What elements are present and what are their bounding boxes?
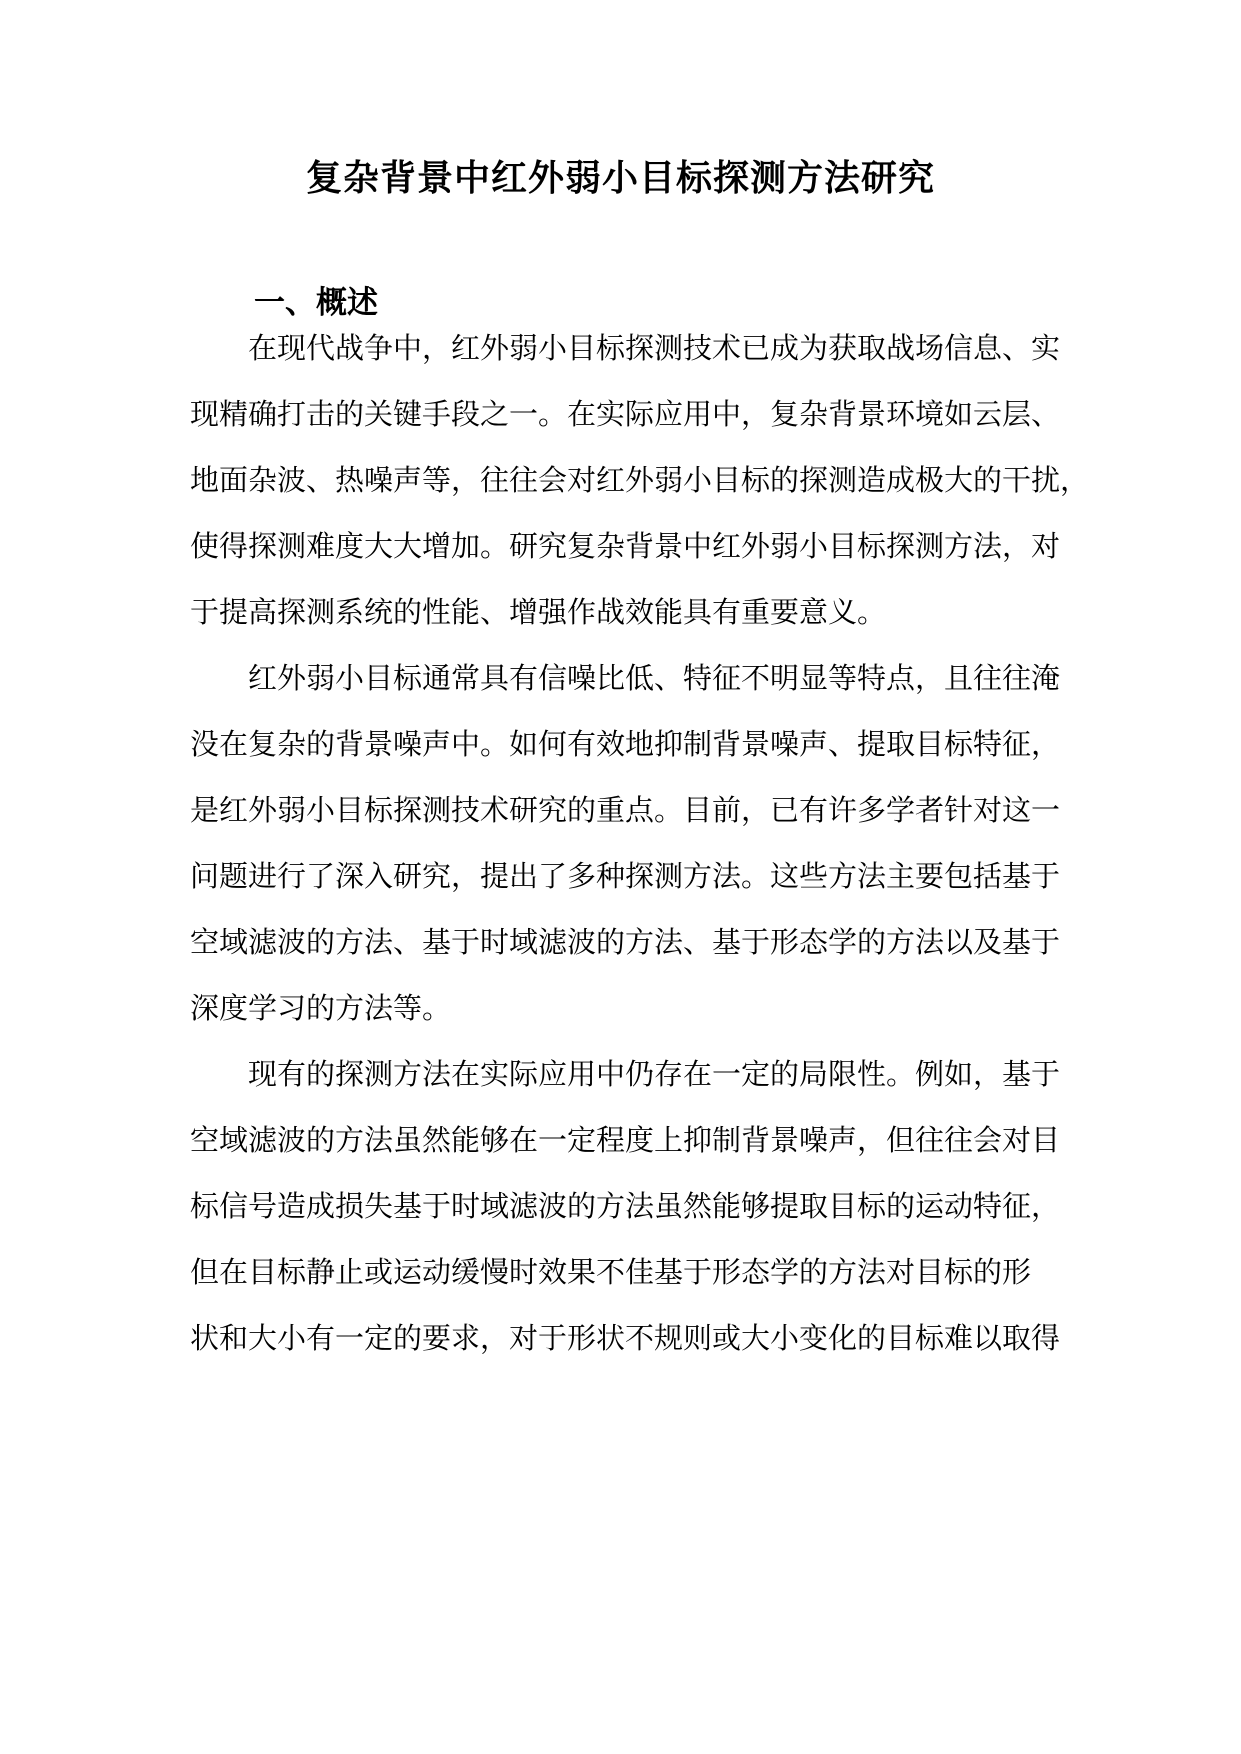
body-line: 红外弱小目标通常具有信噪比低、特征不明显等特点，且往往淹 <box>248 661 1061 695</box>
body-line: 状和大小有一定的要求，对于形状不规则或大小变化的目标难以取得 <box>190 1321 1061 1355</box>
body-line: 在现代战争中，红外弱小目标探测技术已成为获取战场信息、实 <box>248 331 1061 365</box>
body-line: 现精确打击的关键手段之一。在实际应用中，复杂背景环境如云层、 <box>190 397 1061 431</box>
body-line: 地面杂波、热噪声等，往往会对红外弱小目标的探测造成极大的干扰， <box>190 463 1090 497</box>
body-line: 空域滤波的方法、基于时域滤波的方法、基于形态学的方法以及基于 <box>190 925 1061 959</box>
body-line: 没在复杂的背景噪声中。如何有效地抑制背景噪声、提取目标特征， <box>190 727 1061 761</box>
body-line: 标信号造成损失基于时域滤波的方法虽然能够提取目标的运动特征， <box>190 1189 1061 1223</box>
body-line: 空域滤波的方法虽然能够在一定程度上抑制背景噪声，但往往会对目 <box>190 1123 1061 1157</box>
body-line: 是红外弱小目标探测技术研究的重点。目前，已有许多学者针对这一 <box>190 793 1061 827</box>
body-line: 现有的探测方法在实际应用中仍存在一定的局限性。例如，基于 <box>248 1057 1061 1091</box>
body-line: 使得探测难度大大增加。研究复杂背景中红外弱小目标探测方法，对 <box>190 529 1061 563</box>
body-line: 但在目标静止或运动缓慢时效果不佳基于形态学的方法对目标的形 <box>190 1255 1032 1289</box>
body-line: 深度学习的方法等。 <box>190 991 452 1025</box>
body-line: 问题进行了深入研究，提出了多种探测方法。这些方法主要包括基于 <box>190 859 1061 893</box>
section-heading: 一、概述 <box>254 285 378 321</box>
document-title: 复杂背景中红外弱小目标探测方法研究 <box>305 157 935 199</box>
body-line: 于提高探测系统的性能、增强作战效能具有重要意义。 <box>190 595 887 629</box>
